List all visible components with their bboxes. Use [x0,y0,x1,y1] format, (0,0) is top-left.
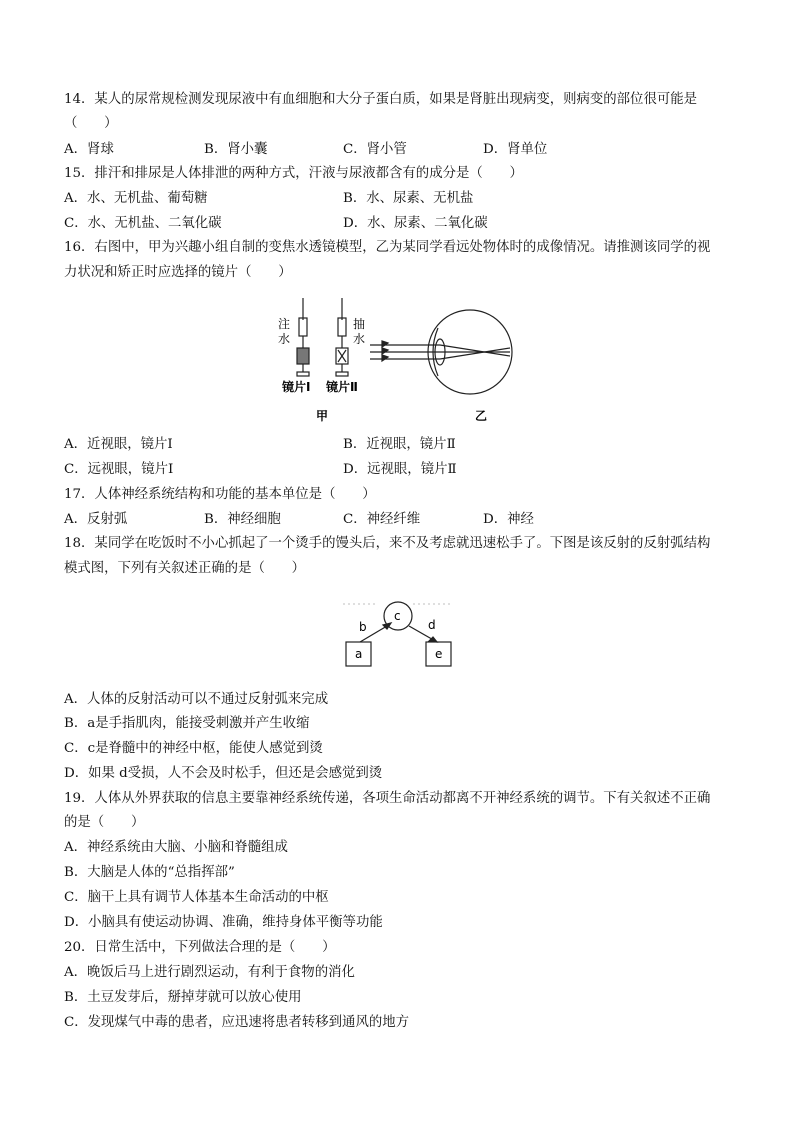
syringe-lens-1 [297,298,309,376]
label-yi: 乙 [475,409,488,423]
label-a: a [355,647,363,661]
inject-label-1: 注 [278,317,291,331]
q16-option-b: B．近视眼，镜片Ⅱ [343,437,456,452]
q15-stem: 15．排汗和排尿是人体排泄的两种方式，汗液与尿液都含有的成分是（ ） [64,166,523,181]
q20-stem: 20．日常生活中，下列做法合理的是（ ） [64,940,336,955]
q20-option-b: B．土豆发芽后，掰掉芽就可以放心使用 [64,990,302,1005]
label-jia: 甲 [316,409,329,423]
label-b: b [359,620,367,634]
q17-option-b: B．神经细胞 [204,512,281,527]
q20-option-a: A．晚饭后马上进行剧烈运动，有利于食物的消化 [64,965,355,980]
q16-option-d: D．远视眼，镜片Ⅱ [343,462,457,477]
q19-option-b: B．大脑是人体的“总指挥部” [64,865,235,880]
q20-option-c: C．发现煤气中毒的患者，应迅速将患者转移到通风的地方 [64,1015,410,1030]
lens-2-label: 镜片Ⅱ [326,380,358,394]
q16-stem-cont: 力状况和矫正时应选择的镜片（ ） [64,265,292,280]
q18-option-a: A．人体的反射活动可以不通过反射弧来完成 [64,692,329,707]
q17-option-d: D．神经 [483,512,534,527]
q14-option-c: C．肾小管 [343,142,407,157]
q15-option-d: D．水、尿素、二氧化碳 [343,216,488,231]
q14-stem-blank: （ ） [64,116,118,131]
lens-eye-figure [270,290,520,425]
q16-option-a: A．近视眼，镜片Ⅰ [64,437,173,452]
q19-stem: 19．人体从外界获取的信息主要靠神经系统传递，各项生命活动都离不开神经系统的调节。下有关叙述不正确 [64,791,711,806]
eye-diagram [370,310,512,394]
reflex-arc-figure [333,596,463,671]
q14-option-d: D．肾单位 [483,142,548,157]
q18-option-b: B．a是手指肌肉，能接受刺激并产生收缩 [64,716,310,731]
q19-option-a: A．神经系统由大脑、小脑和脊髓组成 [64,840,288,855]
q18-option-d: D．如果 d受损，人不会及时松手，但还是会感觉到烫 [64,766,383,781]
q18-option-c: C．c是脊髓中的神经中枢，能使人感觉到烫 [64,741,323,756]
extract-label-2: 水 [353,332,366,346]
q15-option-c: C．水、无机盐、二氧化碳 [64,216,222,231]
q19-stem-cont: 的是（ ） [64,815,145,830]
q17-stem: 17．人体神经系统结构和功能的基本单位是（ ） [64,487,376,502]
q16-option-c: C．远视眼，镜片Ⅰ [64,462,174,477]
syringe-lens-2 [336,298,348,376]
q15-option-b: B．水、尿素、无机盐 [343,191,474,206]
q14-option-a: A．肾球 [64,142,114,157]
q14-stem: 14．某人的尿常规检测发现尿液中有血细胞和大分子蛋白质，如果是肾脏出现病变，则病变的部位很可能是 [64,92,698,107]
label-c: c [394,609,401,623]
q17-option-c: C．神经纤维 [343,512,421,527]
label-e: e [435,647,443,661]
extract-label-1: 抽 [353,317,366,331]
label-d: d [428,618,436,632]
q19-option-c: C．脑干上具有调节人体基本生命活动的中枢 [64,890,329,905]
q18-stem-cont: 模式图，下列有关叙述正确的是（ ） [64,561,306,576]
q16-stem: 16．右图中，甲为兴趣小组自制的变焦水透镜模型，乙为某同学看远处物体时的成像情况。请推测该同学的视 [64,240,711,255]
q17-option-a: A．反射弧 [64,512,128,527]
q14-option-b: B．肾小囊 [204,142,268,157]
q18-stem: 18．某同学在吃饭时不小心抓起了一个烫手的馒头后，来不及考虑就迅速松手了。下图是该反射的反射弧结构 [64,536,711,551]
lens-1-label: 镜片Ⅰ [282,380,311,394]
q19-option-d: D．小脑具有使运动协调、准确，维持身体平衡等功能 [64,915,383,930]
inject-label-2: 水 [278,332,291,346]
q15-option-a: A．水、无机盐、葡萄糖 [64,191,208,206]
